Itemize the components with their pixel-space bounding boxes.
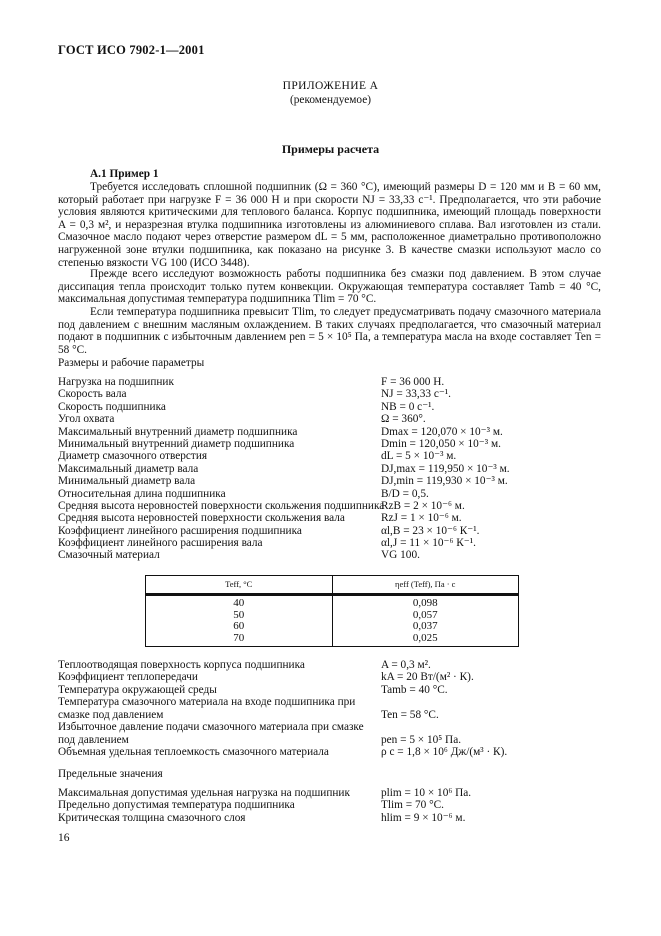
param-row: Средняя высота неровностей поверхности скольжения вала RzJ = 1 × 10⁻⁶ м.: [58, 512, 462, 525]
document-id: ГОСТ ИСО 7902-1—2001: [58, 43, 205, 57]
param-row: Максимальный внутренний диаметр подшипника Dmax = 120,070 × 10⁻³ м.: [58, 425, 503, 438]
param-row: Предельно допустимая температура подшипника Tlim = 70 °С.: [58, 799, 444, 812]
param-row: Относительная длина подшипника B/D = 0,5.: [58, 487, 429, 500]
param-row: Средняя высота неровностей поверхности скольжения подшипника RzB = 2 × 10⁻⁶ м.: [58, 499, 465, 512]
param-row: Минимальный диаметр вала DJ,min = 119,930 × 10⁻³ м.: [58, 475, 508, 488]
param-row: Теплоотводящая поверхность корпуса подшипника A = 0,3 м².: [58, 659, 431, 671]
example-body-3: [58, 306, 601, 356]
param-row: Скорость подшипника NB = 0 с⁻¹.: [58, 400, 435, 413]
table-row: 50 0,057: [146, 610, 519, 622]
paragraph-2: Прежде всего исследуют возможность работы подшипника без смазки под давлением. В этом случае диссипация тепла происходит только путем конвекции. Окружающая температура составляет Tamb = 40 °С, максимальная допустимая температура подшипника Tlim = 70 °С.: [58, 268, 601, 306]
param-row: Коэффициент линейного расширения вала αl,J = 11 × 10⁻⁶ К⁻¹.: [58, 537, 476, 550]
paragraph-1: Требуется исследовать сплошной подшипник (Ω = 360 °С), имеющий размеры D = 120 мм и B = 60 мм, который работает при нагрузке F = 36 000 Н и при скорости NJ = 33,33 с⁻¹. Предполагается, что эти рабочие условия являются критическими для теплового баланса. Корпус подшипника, имеющий площадь поверхности A = 0,3 м², и неразрезная втулка подшипника изготовлены из алюминиевого сплава. Вал изготовлен из стали. Смазочное масло подают через отверстие размером dL = 5 мм, расположенное диаметрально противоположно нагруженной зоне втулки подшипника, как показано на рисунке 3. В качестве смазки используют масло со степенью вязкости VG 100 (ИСО 3448).: [58, 181, 601, 269]
dimensions-heading: Размеры и рабочие параметры: [58, 357, 205, 369]
example-body: [58, 181, 601, 269]
limits-heading: Предельные значения: [58, 768, 163, 780]
dimensions-list: [58, 376, 603, 562]
param-row: Критическая толщина смазочного слоя hlim = 9 × 10⁻⁶ м.: [58, 811, 466, 824]
example-heading: А.1 Пример 1: [90, 168, 159, 180]
limits-list: [58, 787, 603, 824]
paragraph-3: Если температура подшипника превысит Tlim, то следует предусматривать подачу смазочного материала под давлением с внешним масляным охлаждением. В таких случаях предполагается, что смазочный материал подают в подшипник с избыточным давлением pen = 5 × 10⁵ Па, а температура масла на входе составляет Ten = 58 °С.: [58, 306, 601, 356]
section-title: Примеры расчета: [281, 142, 380, 156]
column-header-viscosity: ηeff (Teff), Па · с: [332, 576, 519, 595]
param-row: Объемная удельная теплоемкость смазочного материала ρ c = 1,8 × 10⁶ Дж/(м³ · К).: [58, 746, 508, 759]
param-row: Диаметр смазочного отверстия dL = 5 × 10⁻³ м.: [58, 450, 457, 463]
table-header-row: [146, 576, 519, 595]
param-row: Максимальный диаметр вала DJ,max = 119,950 × 10⁻³ м.: [58, 462, 510, 475]
example-body-2: [58, 268, 601, 306]
param-row: Смазочный материал VG 100.: [58, 549, 420, 562]
table-row: 70 0,025: [146, 633, 519, 647]
table-row: 40 0,098: [146, 595, 519, 610]
param-row: Температура смазочного материала на входе подшипника при смазке под давлением Ten = 58 °С.: [58, 696, 439, 721]
param-row: Нагрузка на подшипник F = 36 000 Н.: [58, 376, 445, 388]
param-row: Скорость вала NJ = 33,33 с⁻¹.: [58, 388, 452, 401]
param-row: Коэффициент теплопередачи kA = 20 Вт/(м² · К).: [58, 671, 474, 684]
thermal-list: [58, 659, 603, 759]
param-row: Максимальная допустимая удельная нагрузка на подшипник plim = 10 × 10⁶ Па.: [58, 787, 472, 799]
param-row: Минимальный внутренний диаметр подшипника Dmin = 120,050 × 10⁻³ м.: [58, 437, 501, 450]
column-header-temperature: Teff, °С: [146, 576, 333, 595]
viscosity-table: [145, 575, 519, 647]
param-row: Коэффициент линейного расширения подшипника αl,B = 23 × 10⁻⁶ К⁻¹.: [58, 524, 480, 537]
annex-title: ПРИЛОЖЕНИЕ А: [282, 80, 379, 92]
param-row: Температура окружающей среды Tamb = 40 °С.: [58, 683, 448, 696]
page-number: 16: [58, 832, 70, 844]
param-row: Избыточное давление подачи смазочного материала при смазке под давлением pen = 5 × 10⁵ Па.: [58, 721, 462, 746]
param-row: Угол охвата Ω = 360°.: [58, 413, 426, 426]
annex-subtitle: (рекомендуемое): [290, 94, 371, 106]
table-row: 60 0,037: [146, 621, 519, 633]
